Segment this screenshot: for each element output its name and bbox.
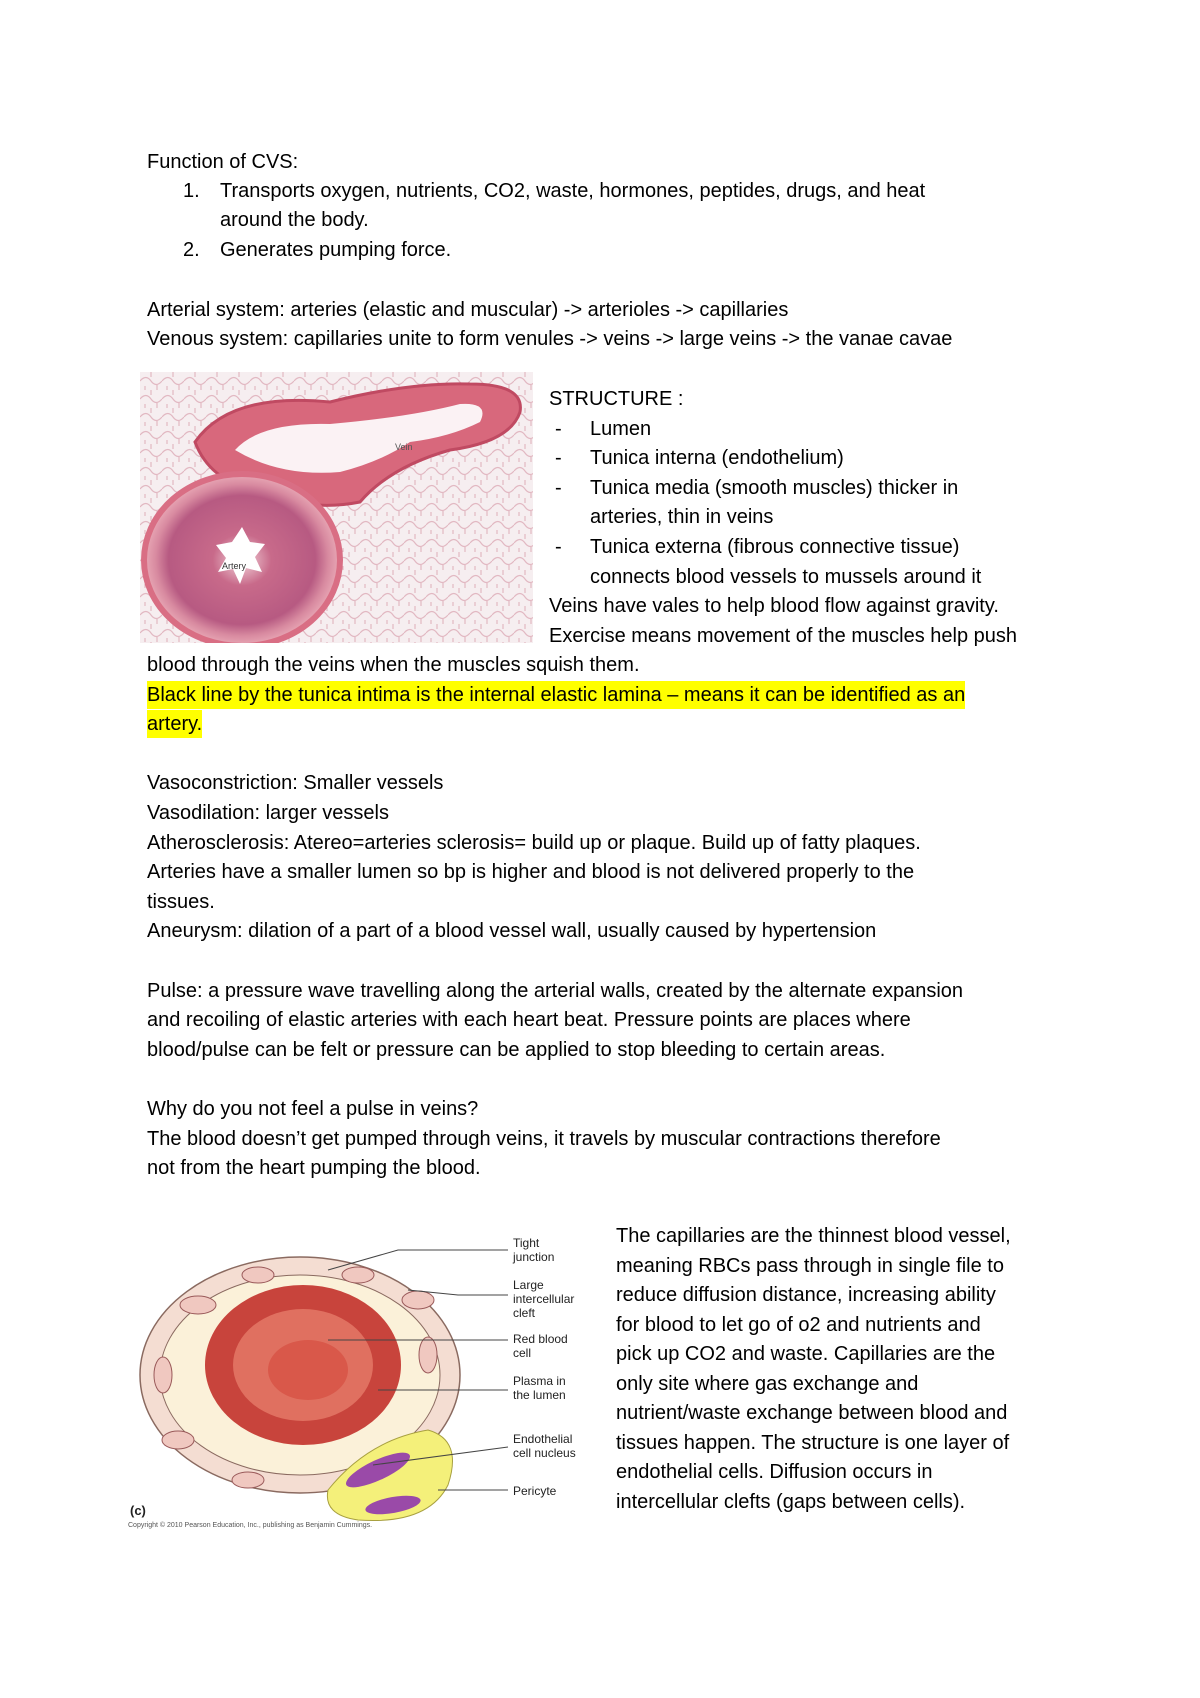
label-pericyte: Pericyte	[513, 1484, 557, 1498]
veins-pulse-answer: The blood doesn’t get pumped through veins, it travels by muscular contractions therefore	[147, 1128, 941, 1150]
list-item-text: Generates pumping force.	[220, 239, 452, 261]
pulse-line: blood/pulse can be felt or pressure can be applied to stop bleeding to certain areas.	[147, 1039, 886, 1061]
structure-item: Lumen	[590, 418, 652, 440]
vaso-line: Vasoconstriction: Smaller vessels	[147, 772, 444, 794]
vaso-line: Aneurysm: dilation of a part of a blood vessel wall, usually caused by hypertension	[147, 920, 877, 942]
structure-item: connects blood vessels to mussels around it	[590, 566, 982, 588]
highlighted-text: artery.	[147, 710, 202, 738]
label-junction: junction	[513, 1250, 555, 1264]
pulse-line: Pulse: a pressure wave travelling along the arterial walls, created by the alternate expansion	[147, 980, 964, 1002]
label-endothelial: Endothelial	[513, 1432, 573, 1446]
capillary-text-line: pick up CO2 and waste. Capillaries are the	[616, 1343, 996, 1365]
vein-artery-histology-image	[140, 372, 533, 643]
veins-vales-text: Veins have vales to help blood flow against gravity.	[549, 595, 999, 617]
bullet-dash: -	[555, 418, 562, 440]
capillary-text-line: endothelial cells. Diffusion occurs in	[616, 1461, 933, 1483]
label-the-lumen: the lumen	[513, 1388, 566, 1402]
list-number: 1.	[183, 180, 200, 202]
structure-item: Tunica media (smooth muscles) thicker in	[590, 477, 959, 499]
label-plasma-in: Plasma in	[513, 1374, 566, 1388]
highlighted-text: Black line by the tunica intima is the internal elastic lamina – means it can be identified as an	[147, 681, 965, 709]
capillary-text-line: tissues happen. The structure is one layer of	[616, 1432, 1010, 1454]
capillary-text-line: only site where gas exchange and	[616, 1373, 919, 1395]
label-cleft: cleft	[513, 1306, 536, 1320]
capillary-text-line: reduce diffusion distance, increasing ability	[616, 1284, 996, 1306]
artery-label: Artery	[222, 561, 247, 571]
pulse-line: and recoiling of elastic arteries with each heart beat. Pressure points are places where	[147, 1009, 911, 1031]
veins-pulse-question: Why do you not feel a pulse in veins?	[147, 1098, 479, 1120]
list-number: 2.	[183, 239, 200, 261]
capillary-text-line: for blood to let go of o2 and nutrients and	[616, 1314, 981, 1336]
label-red-blood: Red blood	[513, 1332, 568, 1346]
capillary-text-line: The capillaries are the thinnest blood vessel,	[616, 1225, 1011, 1247]
label-tight: Tight	[513, 1236, 540, 1250]
label-cell-nucleus: cell nucleus	[513, 1446, 576, 1460]
list-item-text: Transports oxygen, nutrients, CO2, waste, hormones, peptides, drugs, and heat	[220, 180, 926, 202]
label-intercellular: intercellular	[513, 1292, 575, 1306]
structure-item: Tunica externa (fibrous connective tissue)	[590, 536, 960, 558]
vaso-line: tissues.	[147, 891, 215, 913]
capillary-text-line: intercellular clefts (gaps between cells).	[616, 1491, 966, 1513]
arterial-system-text: Arterial system: arteries (elastic and muscular) -> arterioles -> capillaries	[147, 299, 789, 321]
capillary-cross-section-diagram	[128, 1225, 598, 1525]
vaso-line: Arteries have a smaller lumen so bp is higher and blood is not delivered properly to the	[147, 861, 915, 883]
function-heading: Function of CVS:	[147, 151, 299, 173]
label-cell: cell	[513, 1346, 532, 1360]
capillary-text-line: nutrient/waste exchange between blood and	[616, 1402, 1008, 1424]
vein-label: Vein	[395, 442, 413, 452]
figure-copyright: Copyright © 2010 Pearson Education, Inc., publishing as Benjamin Cummings.	[128, 1522, 373, 1529]
bullet-dash: -	[555, 536, 562, 558]
structure-item: arteries, thin in veins	[590, 506, 774, 528]
structure-heading: STRUCTURE :	[549, 388, 684, 410]
vaso-line: Atherosclerosis: Atereo=arteries sclerosis= build up or plaque. Build up of fatty plaques.	[147, 832, 921, 854]
veins-pulse-answer: not from the heart pumping the blood.	[147, 1157, 481, 1179]
venous-system-text: Venous system: capillaries unite to form venules -> veins -> large veins -> the vanae cavae	[147, 328, 953, 350]
list-item-text: around the body.	[220, 209, 369, 231]
capillary-text-line: meaning RBCs pass through in single file to	[616, 1255, 1004, 1277]
vaso-line: Vasodilation: larger vessels	[147, 802, 389, 824]
structure-item: Tunica interna (endothelium)	[590, 447, 844, 469]
label-large: Large	[513, 1278, 544, 1292]
exercise-text: Exercise means movement of the muscles help push	[549, 625, 1017, 647]
panel-letter: (c)	[130, 1503, 146, 1518]
exercise-text-cont: blood through the veins when the muscles squish them.	[147, 654, 640, 676]
bullet-dash: -	[555, 477, 562, 499]
bullet-dash: -	[555, 447, 562, 469]
